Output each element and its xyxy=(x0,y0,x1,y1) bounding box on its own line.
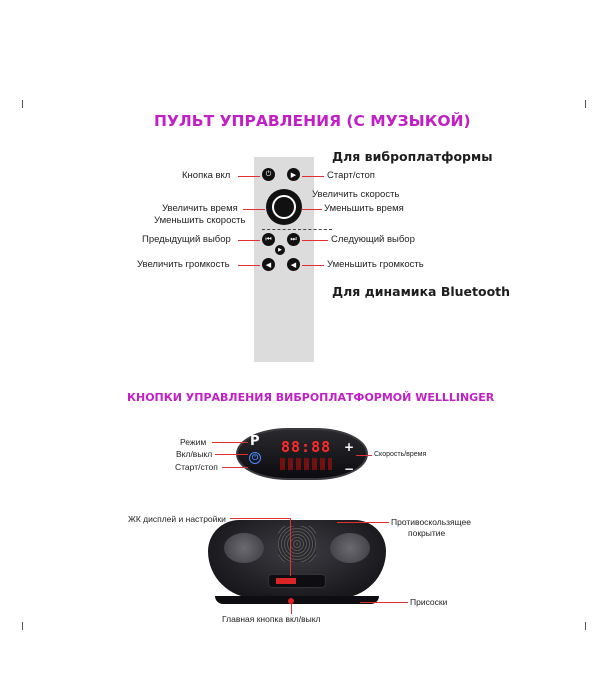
center-small-button[interactable]: ▶ xyxy=(275,245,285,255)
lcd-digits xyxy=(276,578,296,584)
pointer-line xyxy=(360,602,408,603)
pointer-line xyxy=(337,522,389,523)
pointer-line xyxy=(356,455,372,456)
label-prev: Предыдущий выбор xyxy=(142,234,231,245)
label-time-up: Увеличить время xyxy=(162,203,238,214)
label-speed-down: Уменьшить скорость xyxy=(154,215,246,226)
mode-button[interactable]: P xyxy=(250,434,260,449)
platform-pad-left xyxy=(224,533,264,563)
pointer-line xyxy=(302,176,324,177)
pointer-line xyxy=(302,209,322,210)
pointer-line xyxy=(302,240,328,241)
pointer-line xyxy=(230,518,290,519)
label-speed-up: Увеличить скорость xyxy=(312,189,400,200)
subheading-speaker: Для динамика Bluetooth xyxy=(332,284,511,299)
label-mode: Режим xyxy=(180,437,207,447)
label-antislip-2: покрытие xyxy=(408,528,446,538)
pointer-line xyxy=(302,265,324,266)
label-lcd: ЖК дисплей и настройки xyxy=(128,514,226,524)
play-pause-icon[interactable]: ▶ xyxy=(287,168,300,181)
section1-title: ПУЛЬТ УПРАВЛЕНИЯ (С МУЗЫКОЙ) xyxy=(154,112,471,130)
label-start-stop-panel: Старт/стоп xyxy=(175,462,218,472)
next-icon[interactable]: ⏭ xyxy=(287,233,300,246)
antislip-surface xyxy=(278,526,316,562)
label-time-down: Уменьшить время xyxy=(324,203,404,214)
power-icon[interactable]: ⏻ xyxy=(249,452,261,464)
label-main-power: Главная кнопка вкл/выкл xyxy=(222,614,321,624)
corner-tick xyxy=(585,100,586,108)
pointer-line xyxy=(238,240,260,241)
power-icon[interactable]: ⏻ xyxy=(262,168,275,181)
platform-base xyxy=(215,596,379,604)
label-vol-up: Увеличить громкость xyxy=(137,259,230,270)
label-suction: Присоски xyxy=(410,597,448,607)
subheading-platform: Для виброплатформы xyxy=(332,149,493,164)
pointer-line xyxy=(290,518,291,576)
label-onoff: Вкл/выкл xyxy=(176,449,213,459)
dial-icon[interactable] xyxy=(266,189,302,225)
label-vol-down: Уменьшить громкость xyxy=(327,259,424,270)
volume-down-icon[interactable]: ◀ xyxy=(287,258,300,271)
label-speed-time: Скорость/время xyxy=(374,451,427,458)
pointer-line xyxy=(291,604,292,614)
pointer-line xyxy=(215,454,248,455)
corner-tick xyxy=(585,622,586,630)
display-digits: 88:88 xyxy=(281,438,332,456)
pointer-line xyxy=(222,467,248,468)
divider xyxy=(262,229,332,230)
label-next: Следующий выбор xyxy=(331,234,415,245)
pointer-line xyxy=(212,442,248,443)
section2-title: КНОПКИ УПРАВЛЕНИЯ ВИБРОПЛАТФОРМОЙ WELLLINGER xyxy=(127,391,495,404)
pointer-line xyxy=(243,209,265,210)
pointer-line xyxy=(238,176,260,177)
level-indicator xyxy=(280,458,332,470)
volume-up-icon[interactable]: ◀ xyxy=(262,258,275,271)
pointer-line xyxy=(238,265,260,266)
plus-icon[interactable]: + xyxy=(344,440,355,454)
prev-icon[interactable]: ⏮ xyxy=(262,233,275,246)
corner-tick xyxy=(22,622,23,630)
minus-icon[interactable]: − xyxy=(344,462,355,476)
label-power: Кнопка вкл xyxy=(182,170,231,181)
label-antislip-1: Противоскользящее xyxy=(391,517,472,527)
corner-tick xyxy=(22,100,23,108)
label-start-stop: Старт/стоп xyxy=(327,170,375,181)
platform-pad-right xyxy=(330,533,370,563)
